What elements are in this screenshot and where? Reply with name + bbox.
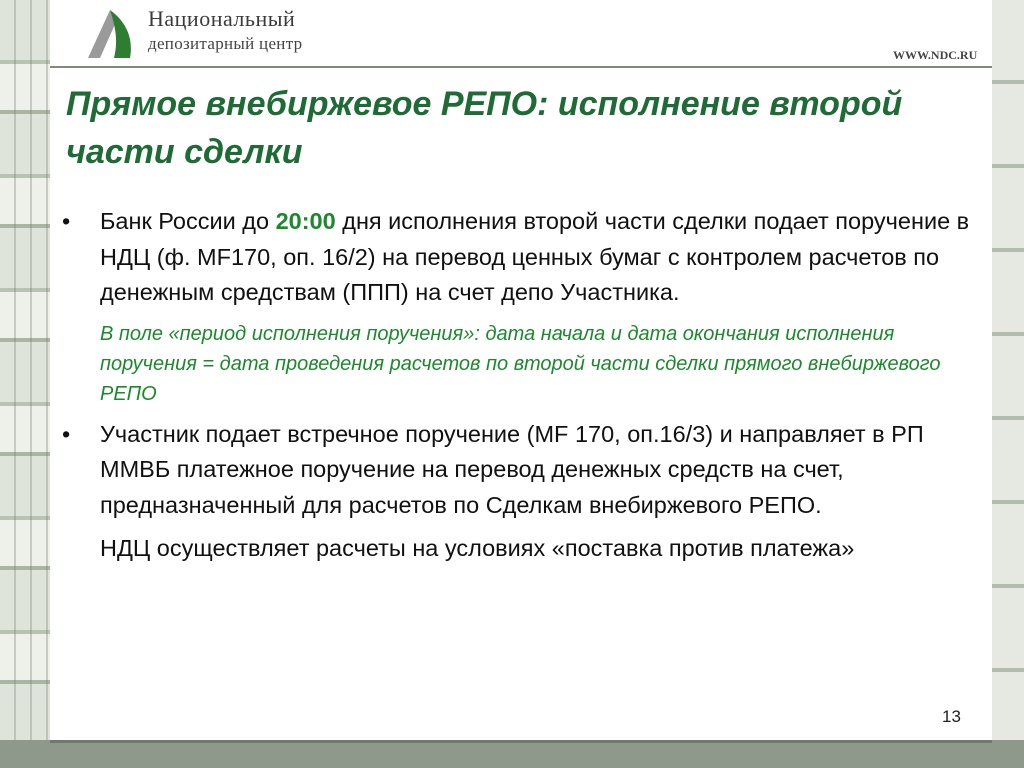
website-link[interactable]: WWW.NDC.RU (893, 48, 978, 62)
slide-title: Прямое внебиржевое РЕПО: исполнение второй части сделки (66, 85, 903, 171)
footer-band (0, 740, 1024, 768)
bullet-text-end: дня исполнения второй части сделки подает поручение в НДЦ (ф. MF170, оп. 16/2) на перевод ценных бумаг с контролем расчетов по денежным средствам (ППП) на счет депо Участника. (100, 208, 970, 305)
bullet-item (62, 417, 972, 524)
background-building-left (0, 0, 50, 768)
bullet-text: Участник подает встречное поручение (MF 170, оп.16/3) и направляет в РП ММВБ платежное поручение на перевод денежных средств на счет, предназначенный для расчетов по Сделкам внебиржевого РЕПО. (100, 420, 924, 518)
field-note: В поле «период исполнения поручения»: дата начала и дата окончания исполнения поручения = дата проведения расчетов по второй части сделки прямого внебиржевого РЕПО (100, 322, 941, 405)
bullet-item (62, 204, 972, 311)
slide-content (62, 204, 972, 567)
org-name: Национальный (148, 6, 296, 31)
bullet-marker: • (62, 420, 71, 447)
org-subtitle: депозитарный центр (148, 34, 303, 53)
ndc-logo-icon (84, 6, 144, 60)
bullet-text-start: Банк России до (100, 208, 276, 234)
header-divider (50, 66, 992, 68)
deadline-time: 20:00 (275, 208, 336, 234)
page-number: 13 (942, 707, 961, 726)
settlement-paragraph: НДЦ осуществляет расчеты на условиях «поставка против платежа» (100, 535, 855, 561)
background-building-right (992, 0, 1024, 768)
bullet-marker: • (62, 208, 71, 234)
